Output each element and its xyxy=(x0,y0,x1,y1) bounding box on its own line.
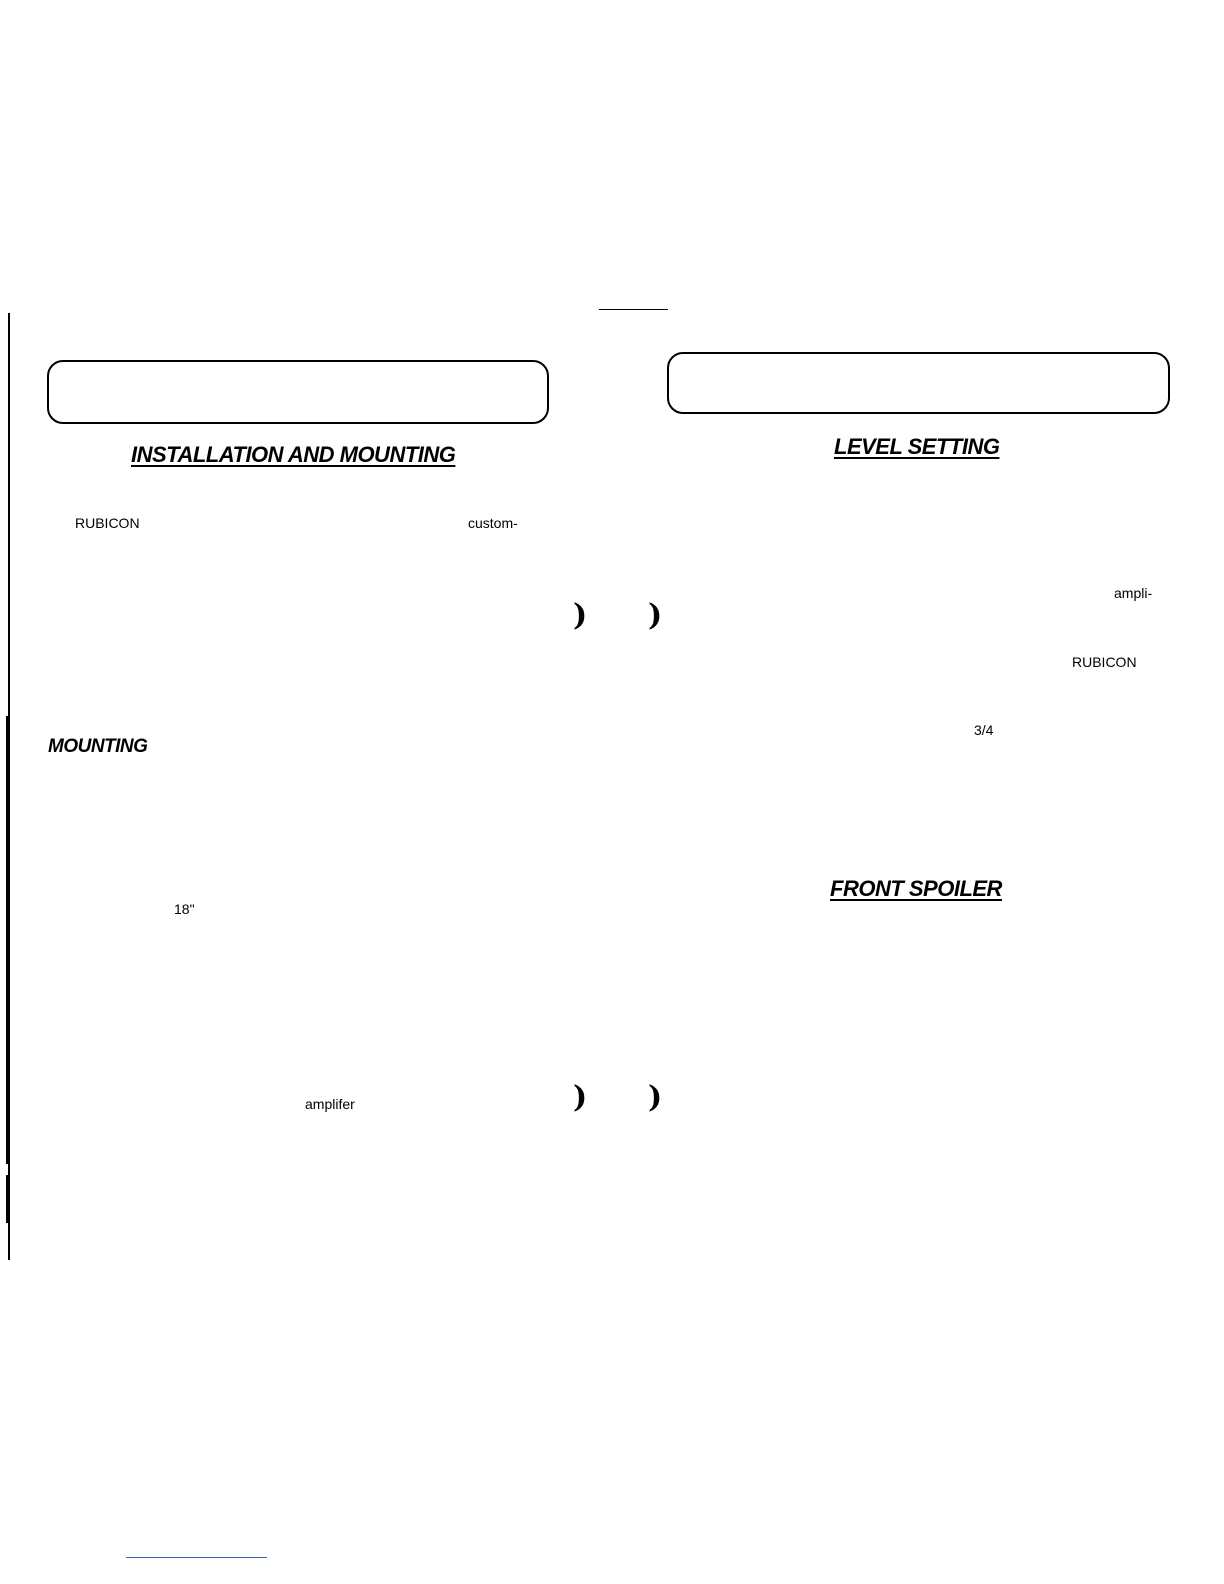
bottom-left-rule xyxy=(126,1557,267,1558)
custom-hyphen-fragment: custom- xyxy=(468,515,518,531)
gutter-bracket-mark: ) xyxy=(648,598,663,633)
left-margin-bar-lower xyxy=(6,1175,8,1223)
three-quarter-fragment: 3/4 xyxy=(974,722,994,738)
level-setting-heading: LEVEL SETTING xyxy=(834,434,1000,459)
rubicon-label-left: RUBICON xyxy=(75,515,140,531)
gutter-bracket-mark: ) xyxy=(573,598,588,633)
installation-mounting-heading: INSTALLATION AND MOUNTING xyxy=(131,442,456,467)
front-spoiler-heading: FRONT SPOILER xyxy=(830,876,1002,901)
left-margin-bar-inner xyxy=(6,716,8,1164)
left-header-box xyxy=(47,360,549,424)
ampli-hyphen-fragment: ampli- xyxy=(1114,585,1153,601)
gutter-bracket-mark: ) xyxy=(648,1080,663,1115)
left-margin-bar xyxy=(8,313,10,1260)
gutter-bracket-mark: ) xyxy=(573,1080,588,1115)
amplifer-fragment: amplifer xyxy=(305,1096,355,1112)
right-header-box xyxy=(667,352,1170,414)
top-center-rule xyxy=(599,309,668,310)
rubicon-label-right: RUBICON xyxy=(1072,654,1137,670)
mounting-subheading: MOUNTING xyxy=(48,736,148,757)
eighteen-inch-fragment: 18" xyxy=(174,901,195,917)
